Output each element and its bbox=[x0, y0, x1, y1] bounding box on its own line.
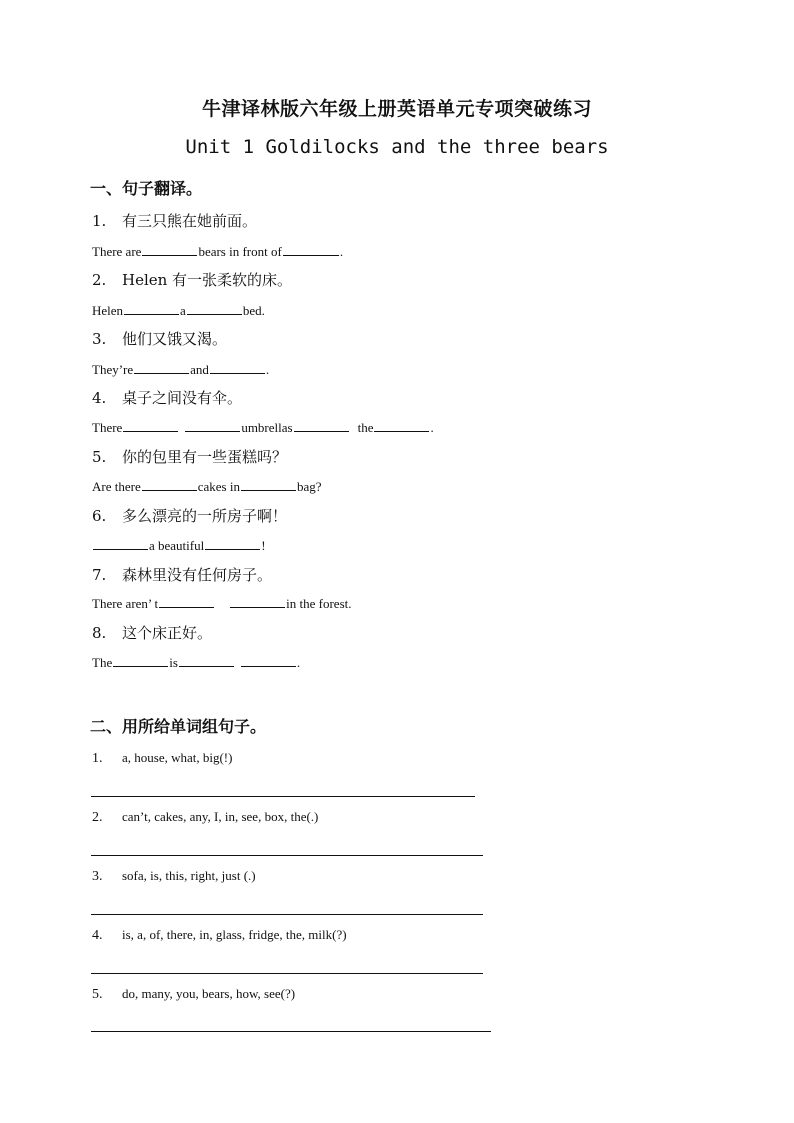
answer-line[interactable] bbox=[91, 914, 483, 915]
word-prompt-4: 4. is, a, of, there, in, glass, fridge, the, milk(?) bbox=[92, 927, 347, 943]
answer-blank[interactable] bbox=[210, 361, 265, 374]
section1-heading: 一、句子翻译。 bbox=[90, 179, 203, 198]
word-prompt-2: 2. can’t, cakes, any, I, in, see, box, the(.) bbox=[92, 809, 319, 825]
section2-heading: 二、用所给单词组句子。 bbox=[90, 717, 267, 736]
answer-2: Helen a bed. bbox=[92, 303, 265, 318]
answer-line[interactable] bbox=[91, 855, 483, 856]
answer-blank[interactable] bbox=[113, 654, 168, 667]
answer-blank[interactable] bbox=[159, 595, 214, 608]
answer-blank[interactable] bbox=[142, 478, 197, 491]
answer-blank[interactable] bbox=[230, 595, 285, 608]
answer-line[interactable] bbox=[91, 796, 475, 797]
answer-6: a beautiful ! bbox=[92, 537, 266, 554]
question-4: 4. 桌子之间没有伞。 bbox=[92, 389, 243, 407]
answer-blank[interactable] bbox=[294, 419, 349, 432]
page-title: 牛津译林版六年级上册英语单元专项突破练习 bbox=[201, 98, 592, 120]
page-subtitle: Unit 1 Goldilocks and the three bears bbox=[185, 136, 609, 158]
answer-1: There are bears in front of . bbox=[92, 244, 344, 259]
answer-line[interactable] bbox=[91, 1031, 491, 1032]
question-3: 3. 他们又饿又渴。 bbox=[92, 330, 228, 348]
answer-8: The is . bbox=[92, 655, 301, 670]
word-prompt-5: 5. do, many, you, bears, how, see(?) bbox=[92, 986, 296, 1002]
answer-5: Are there cakes in bag? bbox=[92, 479, 322, 494]
answer-blank[interactable] bbox=[283, 243, 339, 256]
answer-blank[interactable] bbox=[179, 654, 234, 667]
question-1: 1. 有三只熊在她前面。 bbox=[92, 212, 258, 230]
answer-blank[interactable] bbox=[93, 537, 148, 550]
question-7: 7. 森林里没有任何房子。 bbox=[92, 566, 273, 584]
answer-blank[interactable] bbox=[205, 537, 260, 550]
answer-blank[interactable] bbox=[241, 654, 296, 667]
answer-blank[interactable] bbox=[241, 478, 296, 491]
question-5: 5. 你的包里有一些蛋糕吗？ bbox=[92, 448, 288, 466]
answer-line[interactable] bbox=[91, 973, 483, 974]
answer-blank[interactable] bbox=[374, 419, 429, 432]
answer-blank[interactable] bbox=[124, 302, 179, 315]
question-2: 2. Helen 有一张柔软的床。 bbox=[92, 271, 293, 289]
word-prompt-3: 3. sofa, is, this, right, just (.) bbox=[92, 868, 256, 884]
question-6: 6. 多么漂亮的一所房子啊！ bbox=[92, 507, 288, 525]
question-8: 8. 这个床正好。 bbox=[92, 624, 213, 642]
answer-blank[interactable] bbox=[123, 419, 178, 432]
answer-blank[interactable] bbox=[142, 243, 197, 256]
word-prompt-1: 1. a, house, what, big(!) bbox=[92, 750, 233, 766]
answer-blank[interactable] bbox=[134, 361, 189, 374]
answer-blank[interactable] bbox=[187, 302, 242, 315]
answer-3: They’re and . bbox=[92, 362, 270, 377]
answer-4: There umbrellas the . bbox=[92, 420, 434, 435]
answer-blank[interactable] bbox=[185, 419, 240, 432]
answer-7: There aren’ t in the forest. bbox=[92, 596, 352, 611]
